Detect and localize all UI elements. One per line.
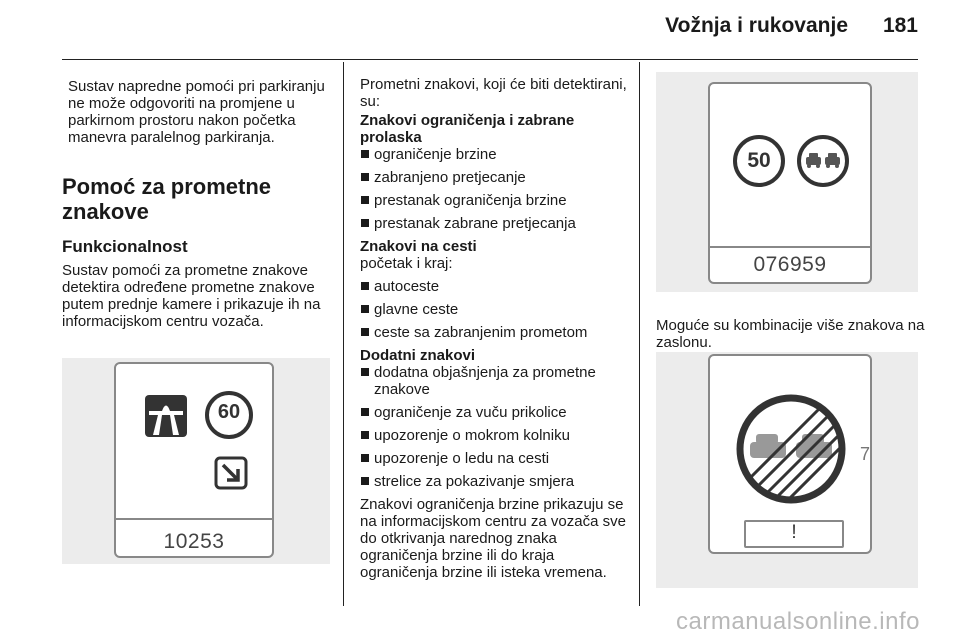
list-item: upozorenje o mokrom kolniku — [360, 427, 628, 444]
combination-caption: Moguće su kombinacije više znakova na zaslonu. — [656, 317, 925, 351]
display-panel — [708, 82, 872, 284]
page-header — [0, 0, 960, 62]
list-item: ograničenje brzine — [360, 146, 628, 163]
display-panel — [708, 354, 872, 554]
figure-display-10253 — [62, 358, 330, 564]
figure-display-076959 — [656, 72, 918, 292]
group1-title: Znakovi ograničenja i zabrane prolaska — [360, 112, 575, 146]
subheading-funkcionalnost: Funkcionalnost — [62, 237, 188, 256]
direction-arrow-icon — [214, 456, 248, 490]
list-item: prestanak zabrane pretjecanja — [360, 215, 628, 232]
header-rule — [62, 59, 918, 60]
list-item: ograničenje za vuču prikolice — [360, 404, 628, 421]
list-item: upozorenje o ledu na cesti — [360, 450, 628, 467]
group2-subtitle: početak i kraj: — [360, 255, 453, 272]
group1-list — [360, 146, 628, 232]
watermark: carmanualsonline.info — [676, 608, 920, 635]
section-heading — [62, 174, 332, 224]
intro-text: Sustav napredne pomoći pri parkiranju ne može odgovoriti na promjene u parkirnom prostoru nakon početka manevra paralelnog parkiranja. — [68, 78, 325, 146]
no-overtaking-sign-icon — [796, 134, 850, 188]
col2-intro: Prometni znakovi, koji će biti detektirani, su: — [360, 76, 627, 110]
warning-mark: ! — [791, 522, 797, 543]
column-middle — [360, 76, 628, 581]
column-left — [62, 62, 330, 602]
column-divider — [639, 62, 640, 606]
speed-limit-value: 50 — [747, 149, 771, 172]
group3-title: Dodatni znakovi — [360, 347, 476, 364]
closing-text: Znakovi ograničenja brzine prikazuju se na informacijskom centru za vozača sve do otkrivanja narednog znaka ograničenja brzine ili do kraja ograničenja brzine ili isteka vremena. — [360, 496, 626, 581]
list-item: prestanak ograničenja brzine — [360, 192, 628, 209]
section-heading-line2: znakove — [62, 199, 149, 224]
page-number: 181 — [882, 14, 918, 37]
column-divider — [343, 62, 344, 606]
group3-list — [360, 364, 628, 490]
section-heading-line1: Pomoć za prometne — [62, 174, 272, 199]
figure-number: 10253 — [163, 530, 225, 553]
list-item: glavne ceste — [360, 301, 628, 318]
list-item: autoceste — [360, 278, 628, 295]
motorway-sign-icon — [144, 394, 188, 438]
speed-limit-value: 60 — [217, 401, 241, 423]
side-mark: 7 — [860, 444, 871, 464]
header-title: Vožnja i rukovanje — [665, 14, 848, 37]
list-item: dodatna objašnjenja za prometne znakove — [360, 364, 614, 398]
list-item: strelice za pokazivanje smjera — [360, 473, 628, 490]
function-text: Sustav pomoći za prometne znakove detektira određene prometne znakove putem prednje kamere i prikazuje ih na informacijskom centru vozača. — [62, 262, 321, 330]
figure-display-end-overtaking — [656, 352, 918, 588]
figure-number: 076959 — [753, 253, 827, 276]
display-panel — [114, 362, 274, 558]
list-item: zabranjeno pretjecanje — [360, 169, 628, 186]
list-item: ceste sa zabranjenim prometom — [360, 324, 628, 341]
group2-title: Znakovi na cesti — [360, 238, 477, 255]
end-of-no-overtaking-sign-icon — [734, 392, 848, 506]
group2-list — [360, 278, 628, 341]
